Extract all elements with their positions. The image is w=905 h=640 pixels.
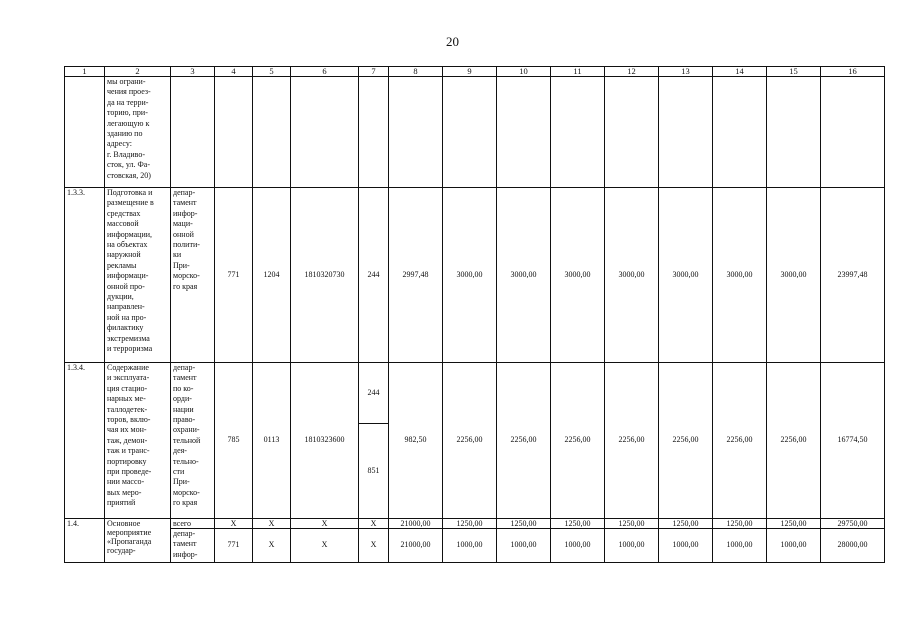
cell-code: 1.4. [65, 519, 105, 563]
column-header: 2 [105, 67, 171, 77]
cell-amount: 2256,00 [605, 363, 659, 519]
cell [551, 77, 605, 188]
cell-amount: 1000,00 [659, 529, 713, 563]
table-header-row [65, 67, 885, 77]
column-header: 14 [713, 67, 767, 77]
cell-grbs: 771 [215, 529, 253, 563]
cell-amount: 1250,00 [443, 519, 497, 529]
cell-name: Содержание и эксплуата- ция стацио- нарных ме- таллодетек- торов, вклю- чая их мон- таж, демон- таж и транс- портировку при проведе- нии массо- вых меро- приятий [105, 363, 171, 519]
cell [443, 77, 497, 188]
cell-total: 23997,48 [821, 188, 885, 363]
column-header: 6 [291, 67, 359, 77]
cell-amount: 1250,00 [713, 519, 767, 529]
table-row-1-3-4 [65, 363, 885, 424]
cell-amount: 1000,00 [605, 529, 659, 563]
cell-rzpr: 1204 [253, 188, 291, 363]
cell-amount: 1250,00 [767, 519, 821, 529]
cell-vr: 244 [359, 363, 389, 424]
cell-executor: депар- тамент инфор- [171, 529, 215, 563]
cell-vr: Х [359, 529, 389, 563]
cell [291, 77, 359, 188]
cell-vr: Х [359, 519, 389, 529]
cell-amount: 3000,00 [551, 188, 605, 363]
cell [713, 77, 767, 188]
cell-vr: 851 [359, 424, 389, 519]
cell [659, 77, 713, 188]
column-header: 7 [359, 67, 389, 77]
cell-amount: 1250,00 [605, 519, 659, 529]
cell-amount: 3000,00 [605, 188, 659, 363]
cell-amount: 3000,00 [713, 188, 767, 363]
cell-executor: депар- тамент по ко- орди- нации право- охрани- тельной дея- тельно- сти При- морско- го края [171, 363, 215, 519]
cell-name: Подготовка и размещение в средствах массовой информации, на объектах наружной рекламы информаци- онной про- дукции, направлен- ной на про- филактику экстремизма и терроризма [105, 188, 171, 363]
table-row-1-3-3 [65, 188, 885, 363]
cell-amount: 1000,00 [767, 529, 821, 563]
cell-name: Основное мероприятие «Пропаганда государ- [105, 519, 171, 563]
cell-rzpr: Х [253, 529, 291, 563]
cell-amount: 1000,00 [497, 529, 551, 563]
cell-amount: 2256,00 [713, 363, 767, 519]
cell-amount: 1000,00 [713, 529, 767, 563]
cell-executor: депар- тамент инфор- маци- онной полити- ки При- морско- го края [171, 188, 215, 363]
column-header: 16 [821, 67, 885, 77]
cell-grbs: Х [215, 519, 253, 529]
cell-rzpr: Х [253, 519, 291, 529]
page-number: 20 [446, 34, 459, 49]
column-header: 12 [605, 67, 659, 77]
column-header: 15 [767, 67, 821, 77]
cell-code [65, 77, 105, 188]
cell-csr: Х [291, 519, 359, 529]
cell-amount: 2256,00 [551, 363, 605, 519]
cell-amount: 1250,00 [497, 519, 551, 529]
cell-csr: 1810323600 [291, 363, 359, 519]
cell-amount: 3000,00 [497, 188, 551, 363]
cell-executor: всего [171, 519, 215, 529]
column-header: 11 [551, 67, 605, 77]
cell-amount: 982,50 [389, 363, 443, 519]
cell-total: 29750,00 [821, 519, 885, 529]
cell-amount: 21000,00 [389, 519, 443, 529]
cell [253, 77, 291, 188]
cell-csr: Х [291, 529, 359, 563]
table-row-1-4-total [65, 519, 885, 529]
cell [215, 77, 253, 188]
column-header: 1 [65, 67, 105, 77]
cell [389, 77, 443, 188]
cell-code: 1.3.3. [65, 188, 105, 363]
cell-amount: 2256,00 [443, 363, 497, 519]
column-header: 3 [171, 67, 215, 77]
column-header: 10 [497, 67, 551, 77]
cell-code: 1.3.4. [65, 363, 105, 519]
cell-csr: 1810320730 [291, 188, 359, 363]
cell-name: мы ограни- чения проез- да на терри- торию, при- легающую к зданию по адресу: г. Владиво- сток, ул. Фа- стовская, 20) [105, 77, 171, 188]
cell [605, 77, 659, 188]
cell-amount: 3000,00 [443, 188, 497, 363]
column-header: 5 [253, 67, 291, 77]
column-header: 13 [659, 67, 713, 77]
column-header: 8 [389, 67, 443, 77]
cell-amount: 1000,00 [551, 529, 605, 563]
cell-amount: 1250,00 [659, 519, 713, 529]
table-row-continued [65, 77, 885, 188]
cell-amount: 1250,00 [551, 519, 605, 529]
cell [767, 77, 821, 188]
cell [359, 77, 389, 188]
cell-total: 28000,00 [821, 529, 885, 563]
cell-amount: 3000,00 [659, 188, 713, 363]
cell-amount: 3000,00 [767, 188, 821, 363]
cell-grbs: 771 [215, 188, 253, 363]
cell-amount: 2256,00 [767, 363, 821, 519]
cell-grbs: 785 [215, 363, 253, 519]
table-row-1-4-dept [65, 529, 885, 563]
cell-rzpr: 0113 [253, 363, 291, 519]
cell-amount: 2256,00 [659, 363, 713, 519]
cell-executor [171, 77, 215, 188]
cell-amount: 21000,00 [389, 529, 443, 563]
cell [821, 77, 885, 188]
cell [497, 77, 551, 188]
cell-amount: 2256,00 [497, 363, 551, 519]
cell-total: 16774,50 [821, 363, 885, 519]
budget-table [64, 66, 885, 563]
column-header: 9 [443, 67, 497, 77]
cell-amount: 1000,00 [443, 529, 497, 563]
column-header: 4 [215, 67, 253, 77]
cell-amount: 2997,48 [389, 188, 443, 363]
cell-vr: 244 [359, 188, 389, 363]
